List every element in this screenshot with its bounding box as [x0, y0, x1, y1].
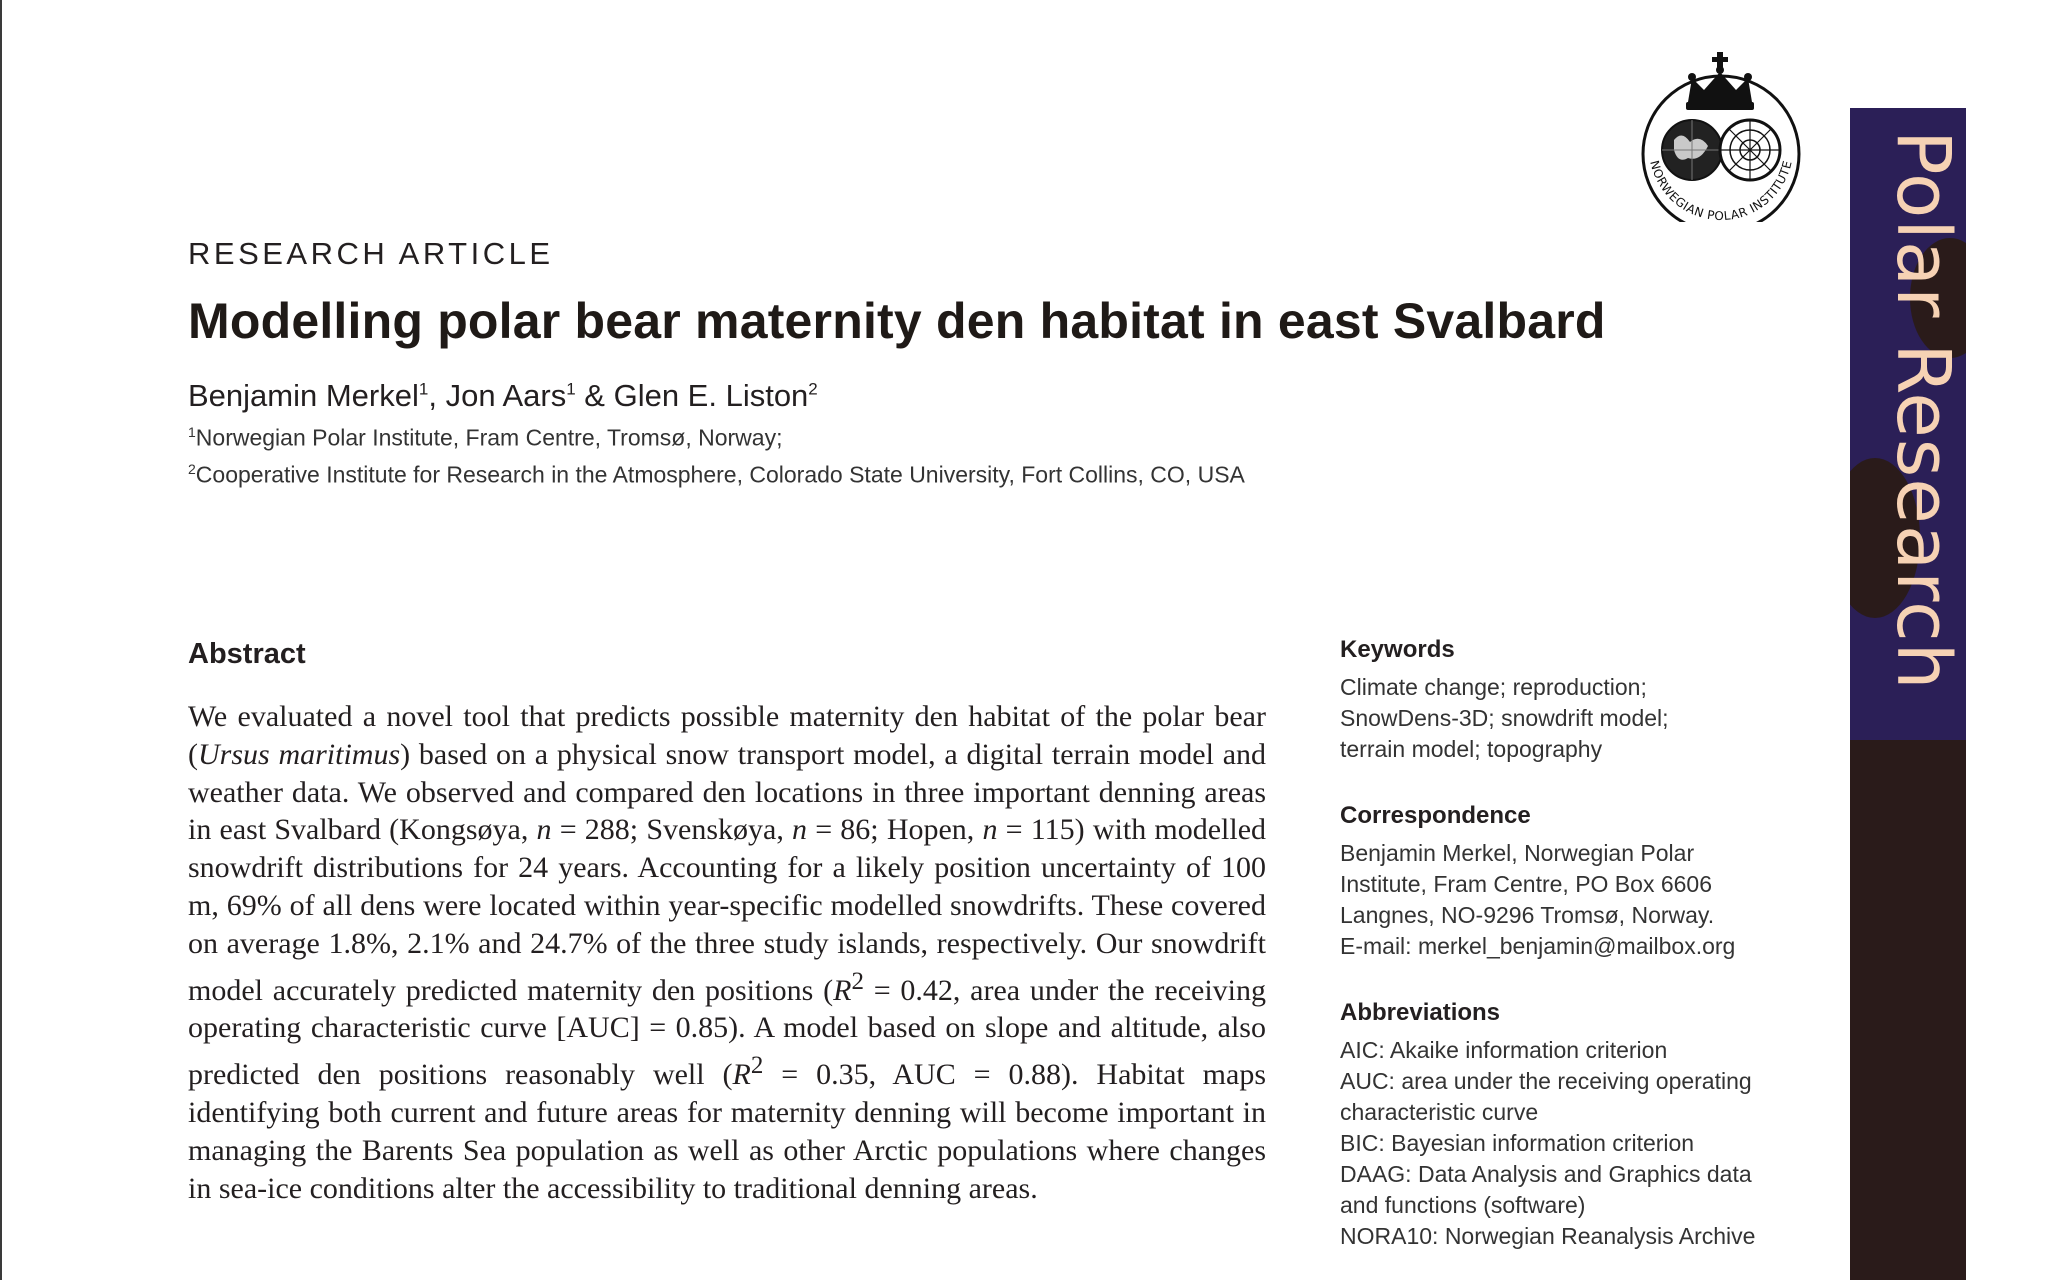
abbreviation-item: DAAG: Data Analysis and Graphics data — [1340, 1161, 1752, 1187]
keywords-heading: Keywords — [1340, 636, 1455, 663]
author-list — [188, 378, 818, 414]
page-border — [0, 0, 2, 1280]
abbreviation-item: characteristic curve — [1340, 1099, 1539, 1125]
abbreviations-heading: Abbreviations — [1340, 999, 1501, 1026]
species-name: Ursus maritimus — [198, 737, 401, 771]
abstract-text — [188, 698, 1266, 1207]
keywords-line: SnowDens-3D; snowdrift model; — [1340, 705, 1669, 731]
r-squared-exponent: 2 — [851, 967, 864, 995]
abstract-segment: ) based on a physical snow transport model, a digital terrain model and weather data. We observed and compared den locations in three important denning areas in east Svalbard (Kongsøya, — [188, 737, 1267, 847]
author-affiliation-mark: 1 — [566, 379, 576, 399]
abbreviation-item: AIC: Akaike information criterion — [1340, 1037, 1668, 1063]
sample-size-symbol: n — [792, 813, 808, 847]
article-type: RESEARCH ARTICLE — [188, 236, 554, 271]
journal-name: Polar Research — [1880, 130, 1966, 691]
abstract-segment: We evaluated a novel tool that predicts possible maternity den habitat of the polar bear ( — [188, 700, 1266, 771]
affiliation — [188, 461, 1245, 489]
abstract-segment: = 86; Hopen, — [807, 813, 983, 847]
article-title: Modelling polar bear maternity den habitat in east Svalbard — [188, 293, 1606, 349]
correspondence-line: Benjamin Merkel, Norwegian Polar — [1340, 840, 1695, 866]
logo-text: NORWEGIAN POLAR INSTITUTE — [1647, 158, 1795, 222]
affiliation — [188, 424, 782, 452]
author-separator: & — [575, 378, 614, 413]
logo — [1630, 50, 1812, 222]
abbreviation-item: BIC: Bayesian information criterion — [1340, 1130, 1695, 1156]
correspondence-heading: Correspondence — [1340, 802, 1531, 829]
keywords-line: Climate change; reproduction; — [1340, 674, 1647, 700]
abbreviations-list — [1340, 1035, 1800, 1252]
r-squared-exponent: 2 — [750, 1052, 764, 1080]
abstract-heading: Abstract — [188, 638, 306, 670]
affiliation-number: 1 — [188, 424, 196, 440]
affiliation-number: 2 — [188, 461, 196, 477]
author-name: Jon Aars — [445, 378, 567, 413]
correspondence-line: Langnes, NO-9296 Tromsø, Norway. — [1340, 902, 1715, 928]
author-affiliation-mark: 1 — [418, 379, 429, 399]
author-affiliation-mark: 2 — [808, 379, 818, 399]
abstract-segment: = 288; Svenskøya, — [551, 813, 793, 847]
abbreviations-section — [1340, 999, 1800, 1252]
sample-size-symbol: n — [982, 813, 998, 847]
keywords-section — [1340, 636, 1800, 765]
author-name: Benjamin Merkel — [188, 378, 419, 413]
sample-size-symbol: n — [536, 813, 552, 847]
correspondence-email[interactable]: E-mail: merkel_benjamin@mailbox.org — [1340, 933, 1736, 959]
abbreviation-item: AUC: area under the receiving operating — [1340, 1068, 1752, 1094]
abstract-segment: = 115) with modelled snowdrift distributions for 24 years. Accounting for a likely position uncertainty of 100 m, 69% of all dens were located within year-specific modelled snowdrifts. These covered on average 1.8%, 2.1% and 24.7% of the three study islands, respectively. Our snowdrift model accurately predicted maternity den positions ( — [188, 813, 1267, 1007]
norwegian-polar-institute-crest-icon — [1630, 50, 1812, 222]
abstract-segment: = 0.42, area under the receiving operating characteristic curve [AUC] = 0.85). A model based on slope and altitude, also predicted den positions reasonably well ( — [188, 973, 1267, 1092]
correspondence-line: Institute, Fram Centre, PO Box 6606 — [1340, 871, 1712, 897]
affiliation-text: Cooperative Institute for Research in the Atmosphere, Colorado State University, Fort Collins, CO, USA — [195, 461, 1245, 488]
r-squared-symbol: R — [732, 1058, 751, 1092]
author-separator: , — [428, 378, 446, 413]
r-squared-symbol: R — [833, 973, 852, 1007]
abbreviation-item: NORA10: Norwegian Reanalysis Archive — [1340, 1223, 1756, 1249]
abstract-segment: = 0.35, AUC = 0.88). Habitat maps identifying both current and future areas for maternity denning will become important in managing the Barents Sea population as well as other Arctic populations where changes in sea-ice conditions alter the accessibility to traditional denning areas. — [188, 1058, 1266, 1205]
correspondence-section — [1340, 802, 1800, 962]
keywords-line: terrain model; topography — [1340, 736, 1603, 762]
affiliation-text: Norwegian Polar Institute, Fram Centre, Tromsø, Norway; — [195, 424, 783, 451]
author-name: Glen E. Liston — [613, 378, 809, 413]
abbreviation-item: and functions (software) — [1340, 1192, 1586, 1218]
